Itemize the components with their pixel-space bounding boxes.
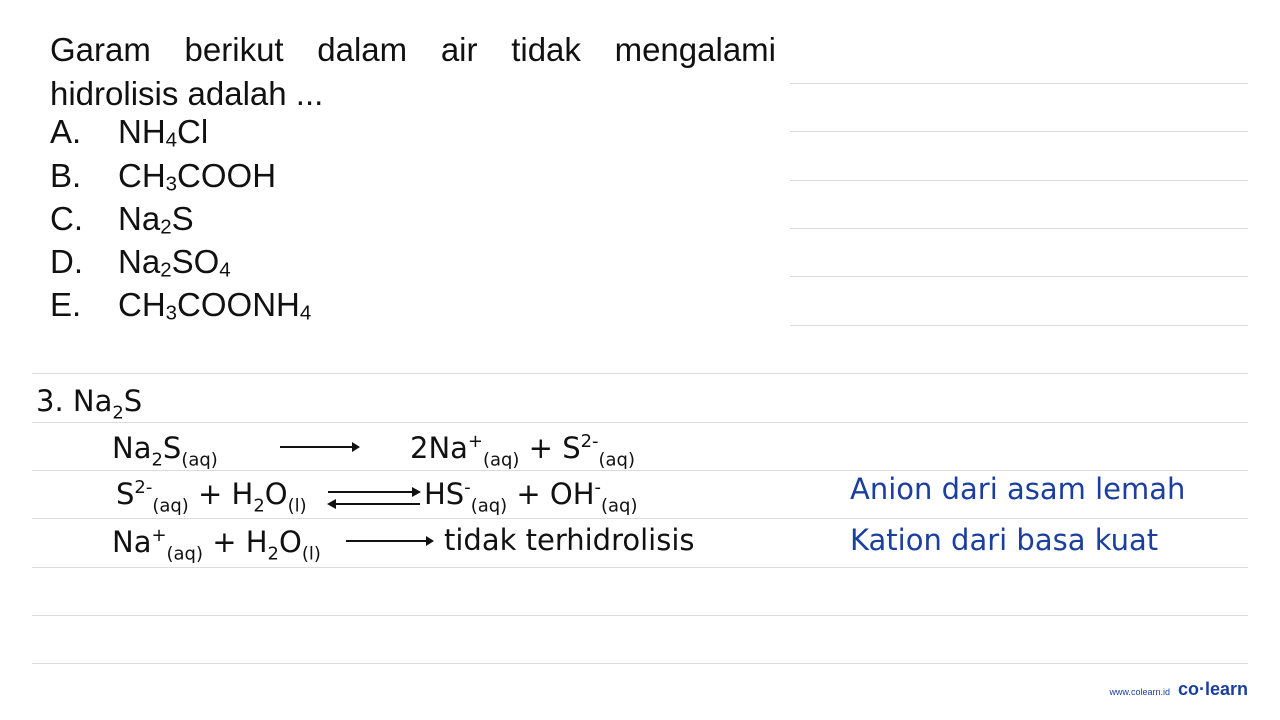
ruled-line: [32, 373, 1248, 374]
option-d: D. $Na_2SO_4$: [50, 243, 231, 282]
ruled-line: [32, 615, 1248, 616]
note-cation: Kation dari basa kuat: [850, 523, 1159, 557]
ruled-line: [32, 663, 1248, 664]
ruled-line: [32, 422, 1248, 423]
note-anion: Anion dari asam lemah: [850, 472, 1186, 506]
option-b: B. $CH_3COOH$: [50, 157, 277, 196]
option-e: E. $CH_3COONH_4$: [50, 286, 312, 325]
colearn-logo: [1109, 679, 1248, 700]
option-c: C. $Na_2S$: [50, 200, 194, 239]
ruled-line: [790, 325, 1248, 326]
ruled-line: [790, 131, 1248, 132]
equilibrium-arrow-icon: [326, 484, 422, 512]
question-text: Garam berikut dalam air tidak mengalami hidrolisis adalah ...: [50, 31, 776, 112]
eq1-reactant: $Na_2S_{(aq)}$: [112, 431, 218, 471]
ruled-line: [790, 180, 1248, 181]
forward-arrow-icon: [278, 440, 360, 454]
forward-arrow-icon: [344, 534, 434, 548]
logo-url: www.colearn.id: [1109, 687, 1170, 697]
eq3-result: tidak terhidrolisis: [444, 523, 695, 557]
ruled-line: [790, 83, 1248, 84]
ruled-line: [790, 276, 1248, 277]
logo-brand: co·learn: [1177, 679, 1248, 699]
option-a: A. $NH_4Cl$: [50, 113, 209, 152]
eq3-reactants: $Na^+_{(aq)} + H_2O_{(l)}$: [112, 524, 321, 565]
eq2-reactants: $S^{2-}_{(aq)} + H_2O_{(l)}$: [116, 476, 307, 517]
eq1-products: $2Na^+_{(aq)} + S^{2-}_{(aq)}$: [410, 430, 635, 471]
ruled-line: [32, 518, 1248, 519]
ruled-line: [32, 567, 1248, 568]
solution-answer: 3. $Na_2S$: [36, 384, 143, 424]
eq2-products: $HS^-_{(aq)} + OH^-_{(aq)}$: [424, 476, 638, 517]
ruled-line: [790, 228, 1248, 229]
